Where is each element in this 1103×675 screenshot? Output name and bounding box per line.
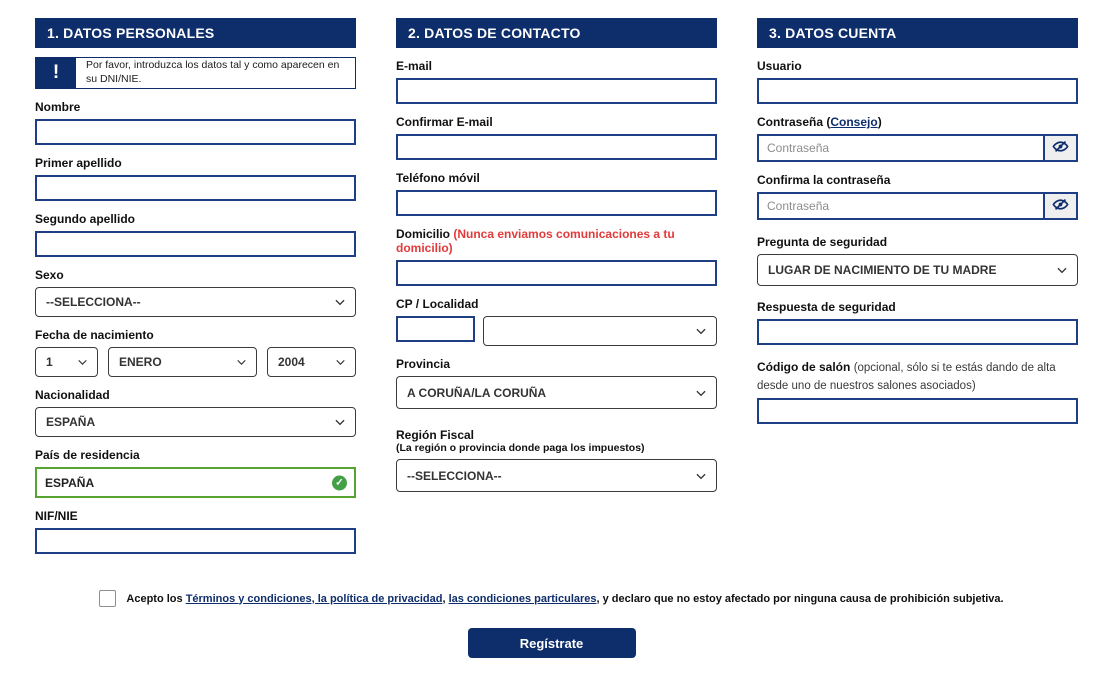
contrasena-label-close: ) bbox=[877, 115, 882, 129]
domicilio-note: (Nunca enviamos comunicaciones a tu domicilio) bbox=[396, 227, 675, 255]
contrasena-input[interactable] bbox=[759, 136, 1043, 160]
nacionalidad-select[interactable] bbox=[35, 407, 356, 437]
birth-year-select[interactable] bbox=[267, 347, 356, 377]
column-datos-contacto bbox=[396, 18, 717, 565]
accept-terms-checkbox[interactable] bbox=[99, 590, 116, 607]
particular-conditions-link[interactable]: las condiciones particulares bbox=[448, 592, 597, 605]
confirma-contrasena-label: Confirma la contraseña bbox=[757, 173, 891, 187]
nacionalidad-label: Nacionalidad bbox=[35, 388, 110, 402]
fecha-nacimiento-label: Fecha de nacimiento bbox=[35, 328, 154, 342]
valid-check-icon: ✓ bbox=[332, 475, 347, 490]
confirm-email-label: Confirmar E-mail bbox=[396, 115, 493, 129]
primer-apellido-label: Primer apellido bbox=[35, 156, 122, 170]
section-title-datos-cuenta: 3. DATOS CUENTA bbox=[757, 18, 1078, 48]
segundo-apellido-input[interactable] bbox=[35, 231, 356, 257]
cp-input[interactable] bbox=[396, 316, 475, 342]
telefono-movil-label: Teléfono móvil bbox=[396, 171, 480, 185]
pais-residencia-input[interactable] bbox=[35, 467, 356, 498]
region-fiscal-select[interactable] bbox=[396, 459, 717, 492]
terms-acceptance-row bbox=[0, 590, 1103, 607]
confirm-email-input[interactable] bbox=[396, 134, 717, 160]
codigo-salon-label: Código de salón bbox=[757, 360, 851, 374]
terms-conditions-link[interactable]: Términos y condiciones, la política de privacidad bbox=[185, 592, 443, 605]
nombre-label: Nombre bbox=[35, 100, 81, 114]
accept-terms-text: Acepto los Términos y condiciones, la política de privacidad, las condiciones particulares, y declaro que no estoy afectado por ninguna causa de prohibición subjetiva. bbox=[126, 592, 1004, 605]
exclamation-icon: ! bbox=[36, 58, 76, 88]
codigo-salon-input[interactable] bbox=[757, 398, 1078, 424]
provincia-label: Provincia bbox=[396, 357, 451, 371]
contrasena-label: Contraseña ( bbox=[757, 115, 831, 129]
nombre-input[interactable] bbox=[35, 119, 356, 145]
eye-off-icon bbox=[1052, 138, 1069, 158]
segundo-apellido-label: Segundo apellido bbox=[35, 212, 136, 226]
section-title-datos-personales: 1. DATOS PERSONALES bbox=[35, 18, 356, 48]
register-button[interactable]: Regístrate bbox=[468, 628, 636, 658]
respuesta-seguridad-input[interactable] bbox=[757, 319, 1078, 345]
region-fiscal-label: Región Fiscal bbox=[396, 428, 475, 442]
pais-residencia-label: País de residencia bbox=[35, 448, 140, 462]
toggle-password-visibility-button[interactable] bbox=[1043, 136, 1076, 160]
column-datos-personales bbox=[35, 18, 356, 565]
primer-apellido-input[interactable] bbox=[35, 175, 356, 201]
section-title-datos-contacto: 2. DATOS DE CONTACTO bbox=[396, 18, 717, 48]
email-label: E-mail bbox=[396, 59, 433, 73]
pregunta-seguridad-label: Pregunta de seguridad bbox=[757, 235, 888, 249]
usuario-input[interactable] bbox=[757, 78, 1078, 104]
dni-alert bbox=[35, 57, 356, 89]
sexo-select[interactable] bbox=[35, 287, 356, 317]
nif-nie-input[interactable] bbox=[35, 528, 356, 554]
birth-day-select[interactable] bbox=[35, 347, 98, 377]
cp-localidad-label: CP / Localidad bbox=[396, 297, 479, 311]
dni-alert-text: Por favor, introduzca los datos tal y como aparecen en su DNI/NIE. bbox=[86, 59, 340, 85]
birth-month-select[interactable] bbox=[108, 347, 257, 377]
column-datos-cuenta bbox=[757, 18, 1078, 565]
region-fiscal-sublabel: (La región o provincia donde paga los impuestos) bbox=[396, 442, 645, 454]
usuario-label: Usuario bbox=[757, 59, 802, 73]
toggle-password-visibility-button[interactable] bbox=[1043, 194, 1076, 218]
codigo-salon-note: (opcional, sólo si te estás dando de alta desde uno de nuestros salones asociados) bbox=[757, 362, 1056, 392]
eye-off-icon bbox=[1052, 196, 1069, 216]
confirma-contrasena-input[interactable] bbox=[759, 194, 1043, 218]
respuesta-seguridad-label: Respuesta de seguridad bbox=[757, 300, 896, 314]
telefono-movil-input[interactable] bbox=[396, 190, 717, 216]
domicilio-input[interactable] bbox=[396, 260, 717, 286]
pregunta-seguridad-select[interactable] bbox=[757, 254, 1078, 286]
email-input[interactable] bbox=[396, 78, 717, 104]
provincia-select[interactable] bbox=[396, 376, 717, 409]
domicilio-label: Domicilio bbox=[396, 227, 451, 241]
sexo-label: Sexo bbox=[35, 268, 64, 282]
nif-nie-label: NIF/NIE bbox=[35, 509, 78, 523]
localidad-select[interactable] bbox=[483, 316, 717, 346]
consejo-link[interactable]: Consejo bbox=[830, 115, 878, 129]
